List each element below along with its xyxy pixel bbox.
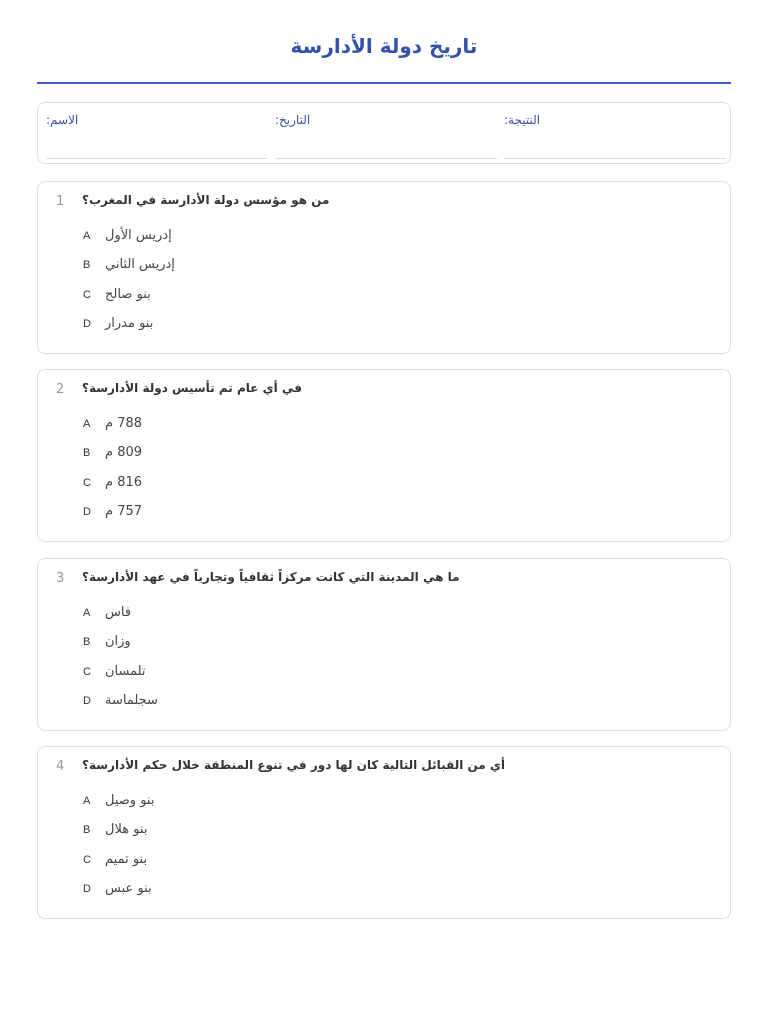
option-letter: A	[83, 795, 91, 807]
option-text: إدريس الأول	[105, 228, 172, 243]
option-letter: A	[83, 607, 91, 619]
question-text: في أي عام تم تأسيس دولة الأدارسة؟	[82, 381, 302, 395]
question-number: 3	[56, 571, 65, 586]
option-letter: D	[83, 883, 91, 895]
option-letter: B	[83, 824, 91, 836]
name-label: :الاسم	[46, 113, 79, 127]
question-number: 2	[56, 382, 65, 397]
date-label: :التاريخ	[275, 113, 311, 127]
question-card	[37, 369, 731, 542]
option-text: بنو عبس	[105, 881, 152, 896]
option-letter: D	[83, 318, 91, 330]
score-field[interactable]	[504, 113, 726, 159]
option-letter: B	[83, 636, 91, 648]
date-field[interactable]	[275, 113, 497, 159]
page-title: تاريخ دولة الأدارسة	[290, 34, 478, 58]
name-line	[46, 158, 268, 159]
option-letter: A	[83, 418, 91, 430]
option-letter: C	[83, 477, 91, 489]
question-card	[37, 558, 731, 731]
option-letter: A	[83, 230, 91, 242]
question-card	[37, 746, 731, 919]
option-text: بنو تميم	[105, 852, 148, 867]
question-card	[37, 181, 731, 354]
question-text: أي من القبائل التالية كان لها دور في تنوع المنطقة خلال حكم الأدارسة؟	[82, 758, 506, 772]
student-info-box	[37, 102, 731, 164]
option-letter: D	[83, 695, 91, 707]
option-text: سجلماسة	[105, 693, 158, 708]
option-text: 757 م	[105, 504, 143, 519]
option-text: 809 م	[105, 445, 143, 460]
option-letter: C	[83, 666, 91, 678]
option-text: وزان	[105, 634, 131, 649]
option-letter: C	[83, 289, 91, 301]
option-text: بنو هلال	[105, 822, 148, 837]
option-text: بنو مدرار	[105, 316, 154, 331]
question-text: ما هي المدينة التي كانت مركزاً ثقافياً وتجارياً في عهد الأدارسة؟	[82, 570, 460, 584]
option-text: فاس	[105, 605, 132, 620]
option-letter: B	[83, 259, 91, 271]
question-text: من هو مؤسس دولة الأدارسة في المغرب؟	[82, 193, 330, 207]
option-text: 788 م	[105, 416, 143, 431]
option-text: 816 م	[105, 475, 143, 490]
title-divider	[37, 82, 731, 84]
score-label: :النتيجة	[504, 113, 541, 127]
score-line	[504, 158, 726, 159]
option-letter: D	[83, 506, 91, 518]
name-field[interactable]	[46, 113, 268, 159]
question-number: 1	[56, 194, 65, 209]
option-text: بنو وصيل	[105, 793, 155, 808]
option-text: إدريس الثاني	[105, 257, 175, 272]
option-letter: C	[83, 854, 91, 866]
option-text: تلمسان	[105, 664, 146, 679]
option-text: بنو صالح	[105, 287, 151, 302]
question-number: 4	[56, 759, 65, 774]
option-letter: B	[83, 447, 91, 459]
date-line	[275, 158, 497, 159]
